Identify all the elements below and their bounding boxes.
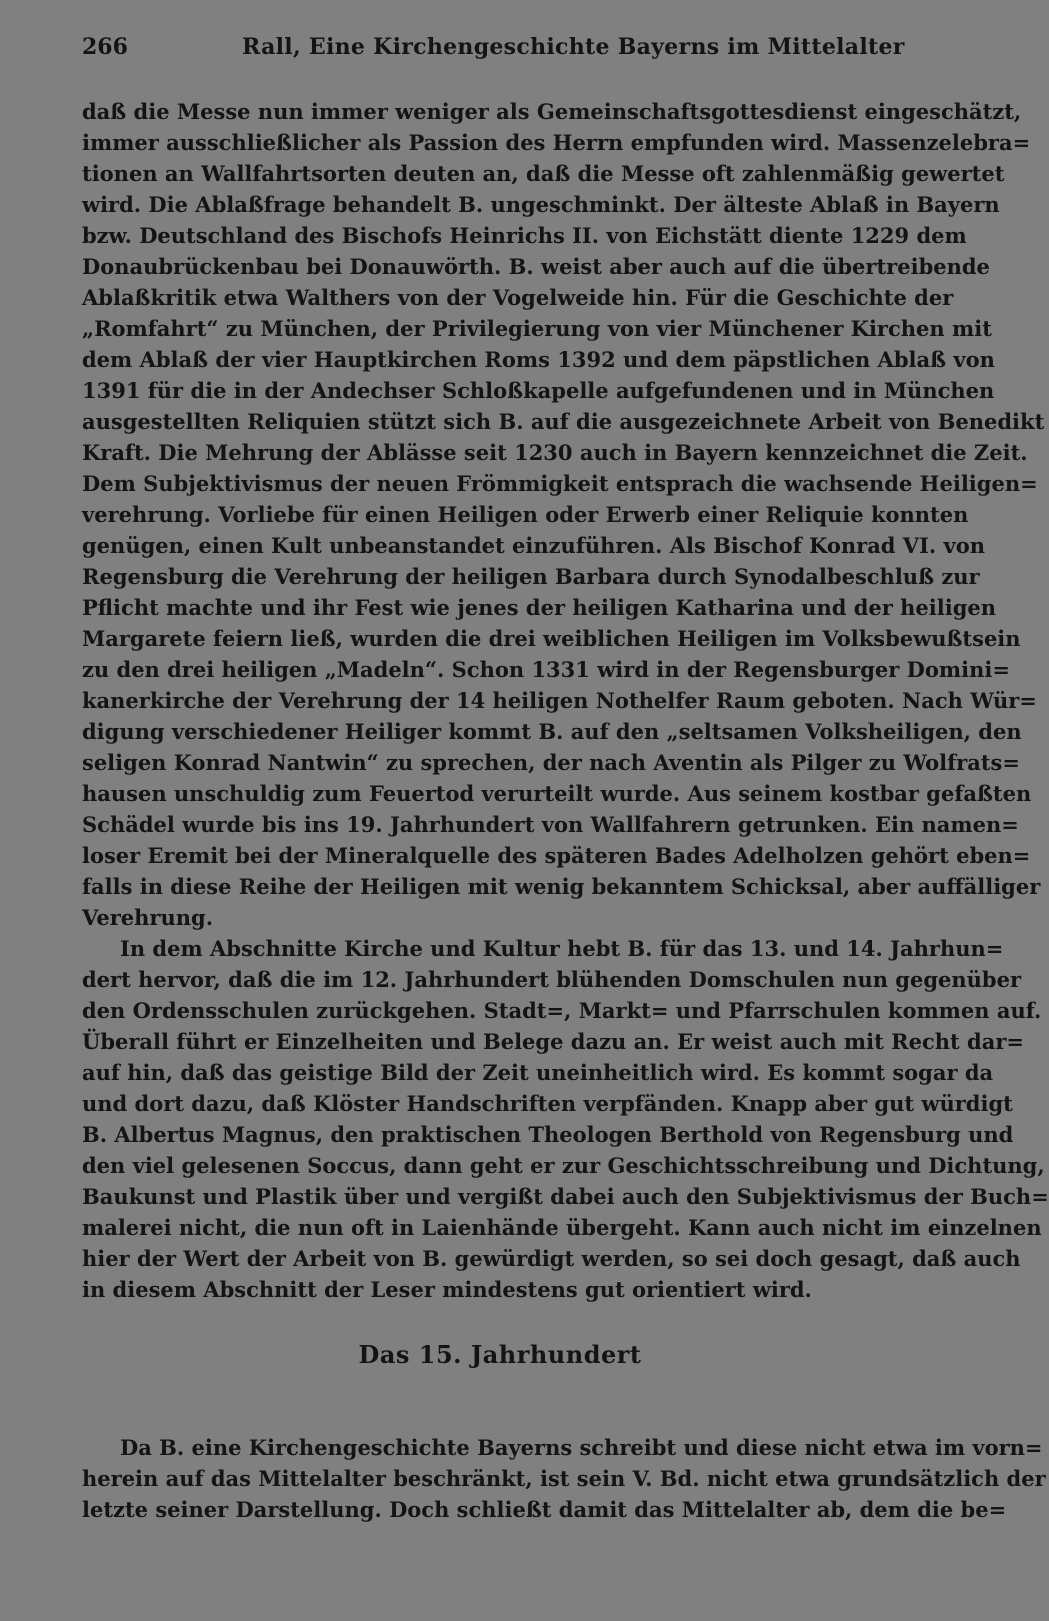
text-line: Pflicht machte und ihr Fest wie jenes der heiligen Katharina und der heiligen [82,595,997,620]
text-line: Da B. eine Kirchengeschichte Bayerns schreibt und diese nicht etwa im vorn= [120,1435,1043,1460]
text-line: in diesem Abschnitt der Leser mindestens gut orientiert wird. [82,1277,812,1302]
text-line: daß die Messe nun immer weniger als Gemeinschaftsgottesdienst eingeschätzt, [82,99,1022,124]
text-line: genügen, einen Kult unbeanstandet einzuführen. Als Bischof Konrad VI. von [82,533,986,558]
running-title: Rall, Eine Kirchengeschichte Bayerns im Mittelalter [242,34,905,60]
section-heading: Das 15. Jahrhundert [358,1340,642,1369]
text-line: digung verschiedener Heiliger kommt B. auf den „seltsamen Volksheiligen, den [82,719,1022,744]
text-line: seligen Konrad Nantwin“ zu sprechen, der nach Aventin als Pilger zu Wolfrats= [82,750,1020,775]
text-line: und dort dazu, daß Klöster Handschriften verpfänden. Knapp aber gut würdigt [82,1091,1013,1116]
text-line: tionen an Wallfahrtsorten deuten an, daß die Messe oft zahlenmäßig gewertet [82,161,1005,186]
text-line: zu den drei heiligen „Madeln“. Schon 1331 wird in der Regensburger Domini= [82,657,1010,682]
text-line: hausen unschuldig zum Feuertod verurteilt wurde. Aus seinem kostbar gefaßten [82,781,1032,806]
text-line: 1391 für die in der Andechser Schloßkapelle aufgefundenen und in München [82,378,995,403]
body-text-top [82,96,1049,1305]
text-line: letzte seiner Darstellung. Doch schließt damit das Mittelalter ab, dem die be= [82,1497,1007,1522]
text-line: Schädel wurde bis ins 19. Jahrhundert von Wallfahrern getrunken. Ein namen= [82,812,1019,837]
text-line: kanerkirche der Verehrung der 14 heiligen Nothelfer Raum geboten. Nach Wür= [82,688,1037,713]
text-line: den viel gelesenen Soccus, dann geht er zur Geschichtsschreibung und Dichtung, [82,1153,1045,1178]
text-line: dem Ablaß der vier Hauptkirchen Roms 1392 und dem päpstlichen Ablaß von [82,347,995,372]
text-line: herein auf das Mittelalter beschränkt, ist sein V. Bd. nicht etwa grundsätzlich der [82,1466,1046,1491]
text-line: Margarete feiern ließ, wurden die drei weiblichen Heiligen im Volksbewußtsein [82,626,1021,651]
body-text-bottom [82,1432,1046,1525]
text-line: Donaubrückenbau bei Donauwörth. B. weist aber auch auf die übertreibende [82,254,990,279]
text-line: In dem Abschnitte Kirche und Kultur hebt B. für das 13. und 14. Jahrhun= [120,936,1004,961]
text-line: Baukunst und Plastik über und vergißt dabei auch den Subjektivismus der Buch= [82,1184,1049,1209]
text-line: Regensburg die Verehrung der heiligen Barbara durch Synodalbeschluß zur [82,564,980,589]
text-line: verehrung. Vorliebe für einen Heiligen oder Erwerb einer Reliquie konnten [82,502,969,527]
text-line: dert hervor, daß die im 12. Jahrhundert blühenden Domschulen nun gegenüber [82,967,1022,992]
text-line: bzw. Deutschland des Bischofs Heinrichs II. von Eichstätt diente 1229 dem [82,223,967,248]
running-head [82,34,960,70]
text-line: Dem Subjektivismus der neuen Frömmigkeit entsprach die wachsende Heiligen= [82,471,1038,496]
text-line: den Ordensschulen zurückgehen. Stadt=, Markt= und Pfarrschulen kommen auf. [82,998,1042,1023]
text-line: loser Eremit bei der Mineralquelle des späteren Bades Adelholzen gehört eben= [82,843,1031,868]
text-line: falls in diese Reihe der Heiligen mit wenig bekanntem Schicksal, aber auffälliger [82,874,1041,899]
text-line: wird. Die Ablaßfrage behandelt B. ungeschminkt. Der älteste Ablaß in Bayern [82,192,1000,217]
text-line: auf hin, daß das geistige Bild der Zeit uneinheitlich wird. Es kommt sogar da [82,1060,994,1085]
page-number: 266 [82,34,128,60]
text-line: ausgestellten Reliquien stützt sich B. auf die ausgezeichnete Arbeit von Benedikt [82,409,1045,434]
text-line: „Romfahrt“ zu München, der Privilegierung von vier Münchener Kirchen mit [82,316,992,341]
text-line: Verehrung. [82,905,214,930]
text-line: immer ausschließlicher als Passion des Herrn empfunden wird. Massenzelebra= [82,130,1031,155]
text-line: B. Albertus Magnus, den praktischen Theologen Berthold von Regensburg und [82,1122,1014,1147]
text-line: Ablaßkritik etwa Walthers von der Vogelweide hin. Für die Geschichte der [82,285,954,310]
text-line: Überall führt er Einzelheiten und Belege dazu an. Er weist auch mit Recht dar= [82,1029,1024,1054]
text-line: Kraft. Die Mehrung der Ablässe seit 1230 auch in Bayern kennzeichnet die Zeit. [82,440,1028,465]
text-line: hier der Wert der Arbeit von B. gewürdigt werden, so sei doch gesagt, daß auch [82,1246,1021,1271]
text-line: malerei nicht, die nun oft in Laienhände übergeht. Kann auch nicht im einzelnen [82,1215,1042,1240]
